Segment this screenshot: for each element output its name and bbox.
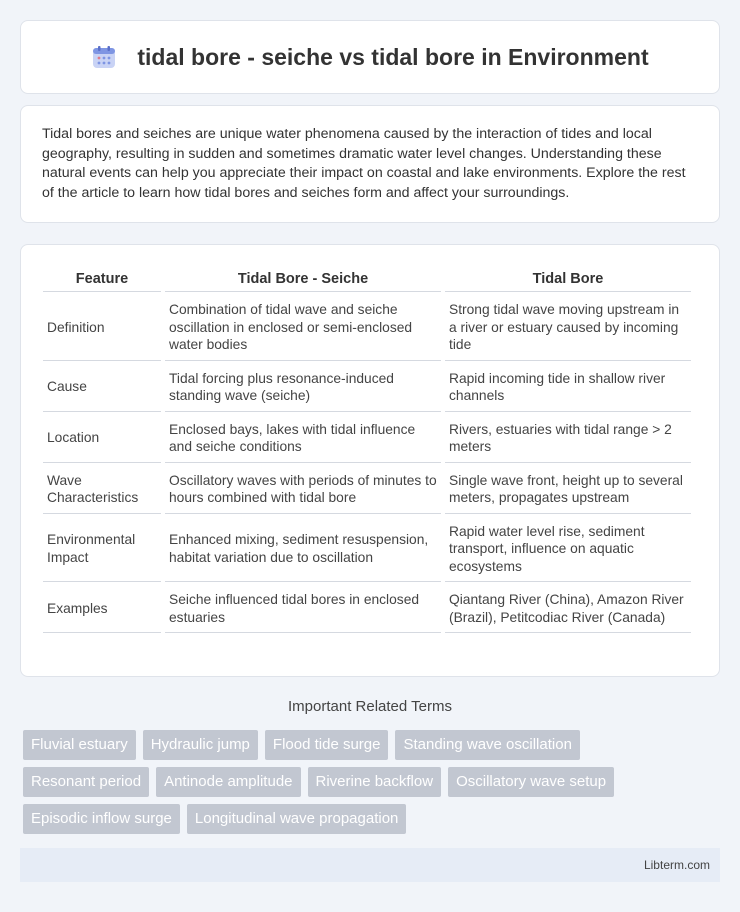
table-row [43, 294, 691, 361]
table-row [43, 584, 691, 633]
header-card [20, 20, 720, 94]
table-cell: Enclosed bays, lakes with tidal influence and seiche conditions [165, 414, 441, 463]
tag-flood-tide-surge[interactable]: Flood tide surge [265, 730, 389, 760]
calendar-icon [91, 44, 117, 70]
intro-card [20, 105, 720, 223]
table-cell: Enhanced mixing, sediment resuspension, habitat variation due to oscillation [165, 516, 441, 583]
footer [20, 848, 720, 882]
tag-hydraulic-jump[interactable]: Hydraulic jump [143, 730, 258, 760]
column-header-feature: Feature [43, 265, 161, 292]
table-cell: Strong tidal wave moving upstream in a river or estuary caused by incoming tide [445, 294, 691, 361]
tag-antinode-amplitude[interactable]: Antinode amplitude [156, 767, 300, 797]
column-header-tidal-bore: Tidal Bore [445, 265, 691, 292]
tag-riverine-backflow[interactable]: Riverine backflow [308, 767, 442, 797]
tag-row [23, 804, 723, 834]
table-cell-feature: Environmental Impact [43, 516, 161, 583]
related-terms-list [23, 730, 723, 841]
column-header-tidal-bore-seiche: Tidal Bore - Seiche [165, 265, 441, 292]
tag-episodic-inflow-surge[interactable]: Episodic inflow surge [23, 804, 180, 834]
table-row [43, 465, 691, 514]
tag-resonant-period[interactable]: Resonant period [23, 767, 149, 797]
tag-row [23, 767, 723, 797]
table-row [43, 363, 691, 412]
table-cell: Seiche influenced tidal bores in enclosed estuaries [165, 584, 441, 633]
table-cell: Combination of tidal wave and seiche oscillation in enclosed or semi-enclosed water bodies [165, 294, 441, 361]
table-cell-feature: Wave Characteristics [43, 465, 161, 514]
intro-paragraph: Tidal bores and seiches are unique water phenomena caused by the interaction of tides and local geography, resulting in sudden and sometimes dramatic water level changes. Understanding these natural events can help you appreciate their impact on coastal and lake environments. Explore the rest of the article to learn how tidal bores and seiches form and affect your surroundings. [42, 126, 686, 201]
related-terms-title: Important Related Terms [288, 698, 452, 715]
tag-longitudinal-wave-propagation[interactable]: Longitudinal wave propagation [187, 804, 407, 834]
table-cell: Rapid incoming tide in shallow river channels [445, 363, 691, 412]
table-row [43, 414, 691, 463]
table-cell: Qiantang River (China), Amazon River (Brazil), Petitcodiac River (Canada) [445, 584, 691, 633]
table-header-row [43, 265, 691, 292]
table-cell: Oscillatory waves with periods of minutes to hours combined with tidal bore [165, 465, 441, 514]
tag-fluvial-estuary[interactable]: Fluvial estuary [23, 730, 136, 760]
tag-oscillatory-wave-setup[interactable]: Oscillatory wave setup [448, 767, 614, 797]
table-cell: Rapid water level rise, sediment transport, influence on aquatic ecosystems [445, 516, 691, 583]
table-cell: Tidal forcing plus resonance-induced standing wave (seiche) [165, 363, 441, 412]
table-cell: Rivers, estuaries with tidal range > 2 meters [445, 414, 691, 463]
comparison-table [39, 263, 695, 635]
tag-standing-wave-oscillation[interactable]: Standing wave oscillation [395, 730, 579, 760]
table-cell-feature: Cause [43, 363, 161, 412]
table-row [43, 516, 691, 583]
table-cell-feature: Location [43, 414, 161, 463]
table-cell-feature: Examples [43, 584, 161, 633]
footer-site-link[interactable]: Libterm.com [643, 858, 710, 872]
tag-row [23, 730, 723, 760]
table-cell: Single wave front, height up to several meters, propagates upstream [445, 465, 691, 514]
page-title: tidal bore - seiche vs tidal bore in Environment [137, 43, 649, 70]
comparison-table-card [20, 244, 720, 677]
table-cell-feature: Definition [43, 294, 161, 361]
